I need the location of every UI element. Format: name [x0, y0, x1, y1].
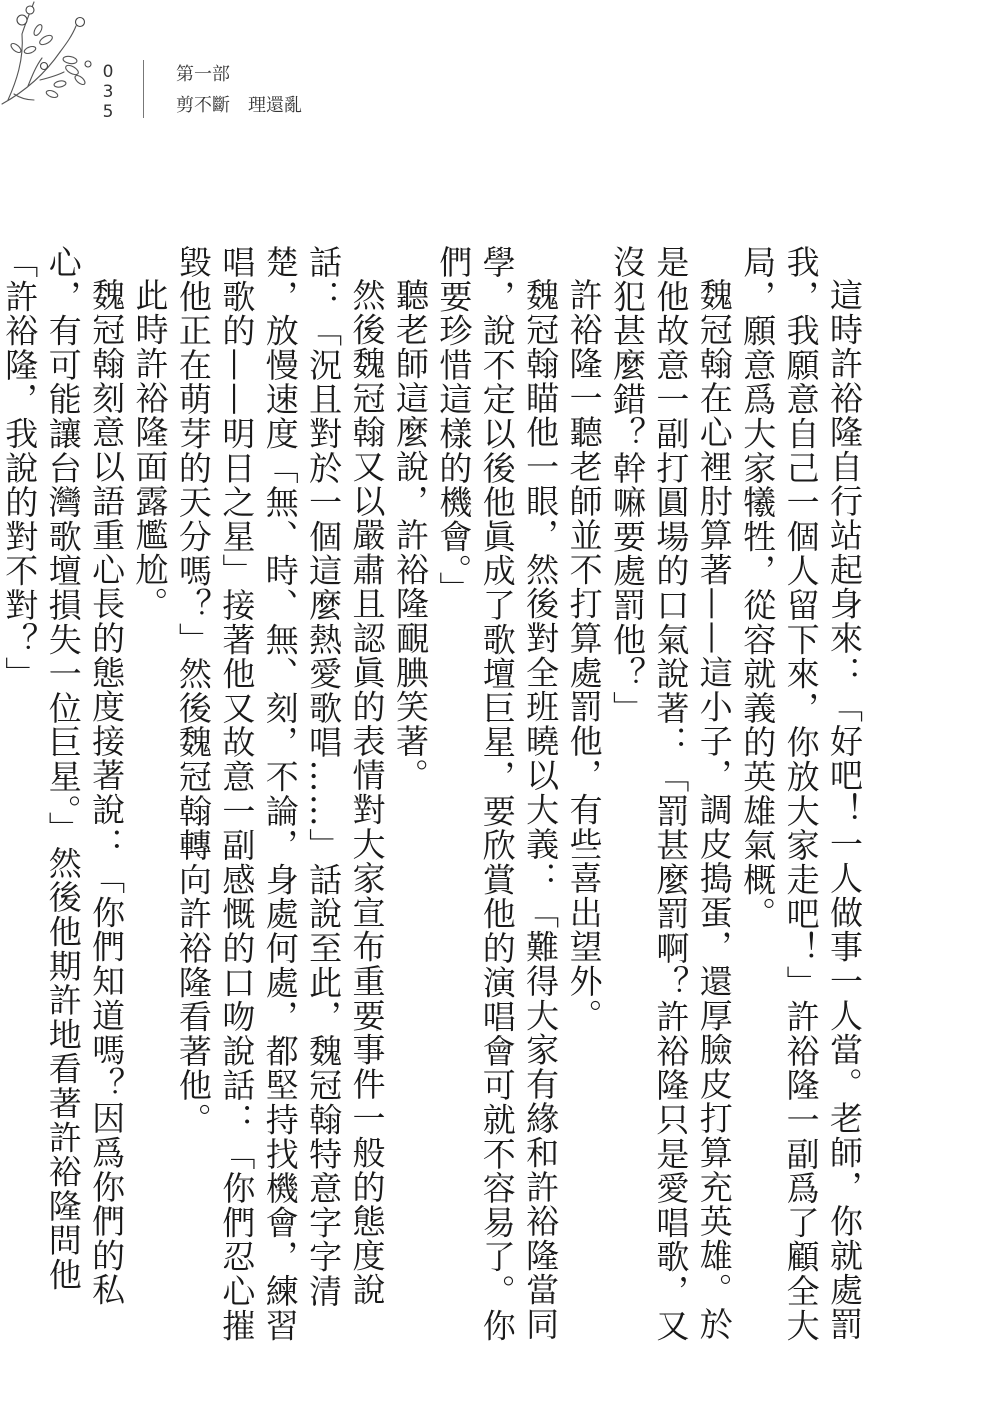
- part-label: 第一部: [176, 64, 230, 85]
- header-divider: [143, 60, 144, 118]
- paragraph: 然後魏冠翰又以嚴肅且認眞的表情對大家宣布重要事件一般的態度說話：「況且對於一個這麼熱愛歌唱……」話說至此，魏冠翰特意字字清楚，放慢速度「無、時、無、刻，不論，身處何處，都堅持找機會，練習唱歌的——明日之星」接著他又故意一副感慨的口吻說話：「你們忍心摧毀他正在萌芽的天分嗎？」然後魏冠翰轉向許裕隆看著他。: [173, 245, 387, 1343]
- chapter-title: 剪不斷 理還亂: [176, 95, 302, 116]
- paragraph: 聽老師這麼說，許裕隆靦腆笑著。: [390, 278, 430, 793]
- paragraph: 許裕隆一聽老師並不打算處罰他，有些喜出望外。: [564, 278, 604, 1033]
- page-number: 035: [102, 62, 114, 122]
- paragraph: 魏冠翰瞄他一眼，然後對全班曉以大義：「難得大家有緣和許裕隆當同學，說不定以後他眞成了歌壇巨星，要欣賞他的演唱會可就不容易了。你們要珍惜這樣的機會。」: [434, 245, 561, 1343]
- floral-sprig-icon: [0, 0, 92, 112]
- body-text: [0, 245, 866, 1360]
- paragraph: 魏冠翰在心裡肘算著——這小子，調皮搗蛋，還厚臉皮打算充英雄。於是他故意一副打圓場的口氣說著：「罰甚麼罰啊？許裕隆只是愛唱歌，又沒犯甚麼錯？幹嘛要處罰他？」: [607, 245, 734, 1343]
- paragraph: 這時許裕隆自行站起身來：「好吧！一人做事一人當。老師，你就處罰我，我願意自己一個人留下來，你放大家走吧！」許裕隆一副爲了顧全大局，願意爲大家犧牲，從容就義的英雄氣概。: [738, 245, 864, 1343]
- paragraph: 此時許裕隆面露尷尬。: [130, 278, 170, 621]
- paragraph: 魏冠翰刻意以語重心長的態度接著說：「你們知道嗎？因爲你們的私心，有可能讓台灣歌壇損失一位巨星。」然後他期許地看著許裕隆問他「許裕隆，我說的對不對？」: [0, 245, 127, 1307]
